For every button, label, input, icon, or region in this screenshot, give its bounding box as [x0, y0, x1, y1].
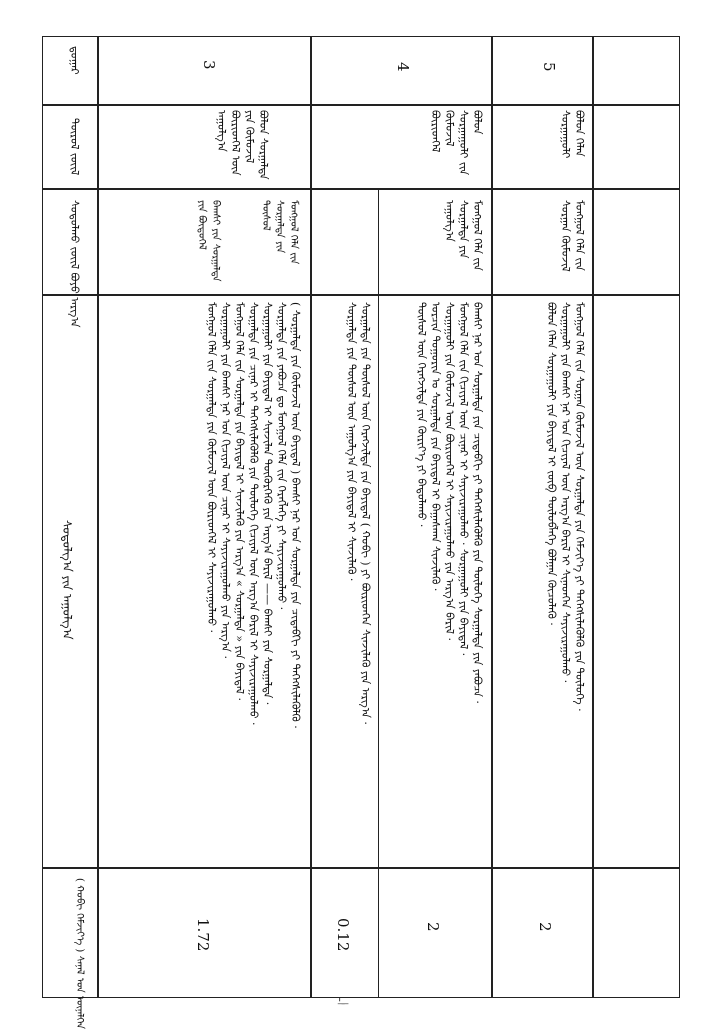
header-content: ᠰᠤᠳᠤᠯᠭ᠎ᠠ ᠶᠢᠨ ᠠᠭᠤᠯᠭ᠎ᠠ — [60, 520, 74, 640]
row4-content-line: ᠮᠣᠩᠭᠣᠯ ᠬᠡᠯᠡ ᠵᠢᠨ ᠬᠢᠴᠢᠶᠡᠯ ᠦᠨ ᠴᠢᠨᠠᠷ ᠢ ᠰᠠᠶᠢᠵᠢᠷᠠᠭᠤᠯᠬᠤ · ᠰᠤᠷᠭᠠᠭᠤᠯᠢ ᠶᠢᠨ ᠪᠠᠶᠢᠳᠠᠯ · — [457, 302, 470, 657]
row3-content-b-line: ( ᠰᠤᠷᠭᠠᠯᠲᠠ ᠶᠢᠨ ᠬᠦᠮᠦᠵᠢᠯ ᠦᠨ ᠪᠠᠶᠢᠳᠠᠯ ) ᠪᠠᠭᠰᠢ ᠨᠠᠷ ᠤᠨ ᠰᠤᠷᠭᠠᠯᠲᠠ ᠶᠢᠨ ᠴᠢᠳᠠᠪᠬᠢ ᠶᠢ ᠳᠡᠭᠡᠭᠰᠢᠯᠡᠭᠦᠯᠬᠦ · — [289, 302, 302, 729]
row5-index: 5 — [540, 62, 558, 72]
row5-score: 2 — [536, 922, 554, 932]
row4-index: 4 — [394, 62, 412, 72]
col-divider-content — [42, 867, 680, 869]
row3-content-b-line: ᠮᠣᠩᠭᠣᠯ ᠬᠡᠯᠡ ᠵᠢᠨ ᠰᠤᠷᠭᠠᠯᠲᠠ ᠶᠢᠨ ᠪᠠᠶᠢᠳᠠᠯ ᠢ ᠰᠢᠨᠵᠢᠯᠡᠬᠦ ᠶᠢᠨ ᠠᠷᠭ᠎ᠠ « ᠰᠤᠷᠭᠠᠯᠲᠠ » ᠶᠢᠨ ᠪᠠᠶᠢᠳᠠᠯ · — [233, 302, 246, 701]
row-divider-header — [97, 36, 99, 998]
col-divider-index — [42, 104, 680, 106]
row3-content-a — [344, 302, 372, 725]
row-divider-4-5 — [491, 36, 493, 998]
col-divider-type — [42, 188, 680, 190]
row5-content — [544, 302, 586, 712]
row5-content-line: ᠪᠣᠯᠤᠨ ᠬᠡᠯᠡᠨ ᠰᠤᠷᠭᠠᠭᠤᠯᠢ ᠶᠢᠨ ᠪᠠᠶᠢᠳᠠᠯ ᠢ ᠵᠥᠪ ᠲᠥᠯᠥᠪᠯᠡᠭᠡ ᠪᠣᠯᠭᠠᠨ ᠬᠦᠴᠦᠯᠡᠬᠦ · — [545, 302, 558, 626]
row4-subject: ᠮᠣᠩᠭᠣᠯ ᠬᠡᠯᠡ ᠵᠢᠨ ᠰᠤᠷᠭᠠᠯᠲᠠ ᠶᠢᠨ ᠠᠭᠤᠯᠭ᠎ᠠ — [443, 200, 484, 271]
row3-content-b-line: ᠮᠣᠩᠭᠣᠯ ᠬᠡᠯᠡ ᠵᠢᠨ ᠰᠤᠷᠭᠠᠯᠲᠠ ᠶᠢᠨ ᠬᠦᠮᠦᠵᠢᠯ ᠦᠨ ᠪᠦᠷᠢᠳᠬᠡᠯ ᠢ ᠰᠠᠶᠢᠵᠢᠷᠠᠭᠤᠯᠬᠤ · — [205, 302, 218, 633]
row4-type: ᠪᠣᠯᠤᠨ ᠰᠤᠷᠭᠠᠭᠤᠯᠢ ᠵᠢᠨ ᠬᠦᠮᠦᠵᠢᠯ ᠪᠦᠷᠢᠳᠬᠡᠯ — [429, 110, 484, 176]
row3-content-a-line: ᠰᠤᠷᠭᠠᠯᠲᠠ ᠶᠢᠨ ᠲᠥᠰᠥᠯ ᠦᠨ ᠬᠡᠷᠡᠭᠵᠢᠯᠲᠡ ᠶᠢᠨ ᠪᠠᠶᠢᠳᠠᠯ ( ᠬᠤᠪᠢ ) ᠶᠢ ᠪᠦᠷᠢᠳᠬᠡᠨ ᠰᠢᠨᠵᠢᠯᠡᠬᠦ ᠶᠢᠨ ᠠᠷᠭ᠎ᠠ · — [359, 302, 372, 725]
row3-subject-a: ᠮᠣᠩᠭᠣᠯ ᠬᠡᠯᠡ ᠵᠢᠨ ᠰᠤᠷᠭᠠᠯᠲᠠ ᠶᠢᠨ ᠲᠥᠰᠥᠯ — [260, 200, 299, 265]
row4-score: 2 — [424, 922, 442, 932]
header-score: ( ᠬᠤᠪᠢ ᠬᠡᠮᠵᠢᠶ᠎ᠡ ) ᠰᠠᠨᠠᠯ ᠤᠨ ᠦᠨᠡᠯᠭᠡᠨ — [74, 878, 85, 1029]
row3-content-b-line: ᠰᠤᠷᠭᠠᠯᠲᠠ ᠶᠢᠨ ᠴᠢᠨᠠᠷ ᠢ ᠳᠡᠭᠡᠭᠰᠢᠯᠡᠭᠦᠯᠬᠦ ᠶᠢᠨ ᠲᠥᠯᠥᠭᠡ ᠬᠢᠴᠢᠶᠡᠯ ᠦᠨ ᠠᠷᠭ᠎ᠠ ᠪᠠᠷᠢᠯ ᠢ ᠰᠠᠶᠢᠵᠢᠷᠠᠭᠤᠯᠬᠤ · — [247, 302, 260, 726]
row3-content-b — [204, 302, 302, 729]
row4-content-line: ᠪᠠᠭᠰᠢ ᠨᠠᠷ ᠤᠨ ᠰᠤᠷᠭᠠᠯᠲᠠ ᠶᠢᠨ ᠴᠢᠳᠠᠪᠬᠢ ᠶᠢ ᠳᠡᠭᠡᠭᠰᠢᠯᠡᠭᠦᠯᠬᠦ ᠶᠢᠨ ᠲᠥᠯᠥᠭᠡ ᠰᠤᠷᠭᠠᠯᠲᠠ ᠶᠢᠨ ᠶᠠᠪᠤᠴᠠ · — [471, 302, 484, 704]
header-index: ᠳ᠋ᠤᠭᠠᠷ — [68, 46, 81, 75]
row4-content-line: ᠲᠥᠰᠥᠯ ᠦᠨ ᠬᠡᠷᠡᠭᠵᠢᠯᠲᠡ ᠶᠢᠨ ᠬᠦᠷᠢᠶ᠎ᠡ ᠶᠢ ᠪᠠᠲᠤᠯᠠᠬᠤ · — [415, 302, 428, 528]
row3-type: ᠪᠣᠯᠤᠨ ᠰᠤᠷᠭᠠᠯᠲᠠ ᠶᠢᠨ ᠬᠦᠮᠦᠵᠢᠯ ᠪᠦᠷᠢᠳᠬᠡᠯ ᠦᠨ ᠠᠭᠤᠯᠭ᠎ᠠ — [215, 110, 270, 180]
row3-content-b-line: ᠰᠤᠷᠭᠠᠯᠲᠠ ᠶᠢᠨ ᠶᠠᠪᠤᠴᠠ ᠳᠤ ᠮᠣᠩᠭᠣᠯ ᠬᠡᠯᠡ ᠵᠢᠨ ᠬᠡᠷᠡᠭᠯᠡᠭᠡ ᠶᠢ ᠰᠠᠶᠢᠵᠢᠷᠠᠭᠤᠯᠬᠤ · — [275, 302, 288, 611]
header-subject: ᠰᠤᠳᠤᠯᠬᠤ ᠵᠦᠢᠯ ᠪᠤᠶᠤ ᠠᠷᠭ᠎ᠠ — [68, 200, 81, 328]
row-divider-5-end — [592, 36, 594, 998]
row5-content-line: ᠰᠤᠷᠭᠠᠭᠤᠯᠢ ᠶᠢᠨ ᠪᠠᠭᠰᠢ ᠨᠠᠷ ᠤᠨ ᠬᠢᠴᠢᠶᠡᠯ ᠦᠨ ᠠᠷᠭ᠎ᠠ ᠪᠠᠷᠢᠯ ᠢ ᠰᠢᠨᠡᠳᠬᠡᠨ ᠰᠠᠶᠢᠵᠢᠷᠠᠭᠤᠯᠬᠤ · — [559, 302, 572, 684]
row3-content-b-line: ᠰᠤᠷᠭᠠᠭᠤᠯᠢ ᠶᠢᠨ ᠪᠠᠶᠢᠳᠠᠯ ᠢ ᠰᠢᠨᠵᠢᠯᠡᠨ ᠳᠦᠭᠦᠷᠭᠡᠬᠦ ᠶᠢᠨ ᠠᠷᠭ᠎ᠠ ᠪᠠᠷᠢᠯ —— ᠪᠠᠭᠰᠢ ᠶᠢᠨ ᠰᠤᠷᠭᠠᠯᠲᠠ · — [261, 302, 274, 706]
row-divider-3-4 — [310, 36, 312, 998]
row3-index: 3 — [200, 60, 218, 70]
row3-subject-b: ᠪᠠᠭᠰᠢ ᠶᠢᠨ ᠰᠤᠷᠭᠠᠯᠲᠠ ᠶᠢᠨ ᠪᠦᠲᠦᠭᠡᠯ — [196, 200, 221, 282]
row5-type: ᠪᠣᠯᠤᠨ ᠬᠡᠯᠡᠨ ᠰᠤᠷᠭᠠᠭᠤᠯᠢ — [559, 110, 586, 159]
row5-subject: ᠮᠣᠩᠭᠣᠯ ᠬᠡᠯᠡ ᠵᠢᠨ ᠰᠤᠷᠭᠠᠨ ᠬᠦᠮᠦᠵᠢᠯ — [559, 200, 586, 272]
row3-score-b: 1.72 — [194, 918, 212, 952]
row3-score-a: 0.12 — [334, 918, 352, 952]
col-divider-subject — [42, 294, 680, 296]
row3-content-a-line: ᠰᠤᠷᠭᠠᠯᠲᠠ ᠶᠢᠨ ᠲᠥᠰᠥᠯ ᠦᠨ ᠠᠭᠤᠯᠭ᠎ᠠ ᠶᠢᠨ ᠪᠠᠶᠢᠳᠠᠯ ᠢ ᠰᠢᠨᠵᠢᠯᠡᠬᠦ · — [345, 302, 358, 582]
row5-content-line: ᠮᠣᠩᠭᠣᠯ ᠬᠡᠯᠡ ᠵᠢᠨ ᠰᠤᠷᠭᠠᠨ ᠬᠦᠮᠦᠵᠢᠯ ᠦᠨ ᠰᠤᠷᠭᠠᠯᠲᠠ ᠶᠢᠨ ᠬᠡᠮᠵᠢᠶ᠎ᠡ ᠶᠢ ᠳᠡᠭᠡᠭᠰᠢᠯᠡᠭᠦᠯᠬᠦ ᠶᠢᠨ ᠲᠥᠯᠥᠭᠡ · — [573, 302, 586, 712]
row3-inner-divider — [378, 188, 379, 998]
header-type: ᠲᠥᠷᠥᠯ ᠵᠦᠢᠯ — [68, 118, 81, 176]
row4-content-line: ᠰᠤᠷᠭᠠᠭᠤᠯᠢ ᠶᠢᠨ ᠬᠦᠮᠦᠵᠢᠯ ᠦᠨ ᠪᠦᠷᠢᠳᠬᠡᠯ ᠢ ᠰᠠᠶᠢᠵᠢᠷᠠᠭᠤᠯᠬᠤ ᠶᠢᠨ ᠠᠷᠭ᠎ᠠ ᠪᠠᠷᠢᠯ · — [443, 302, 456, 641]
page-marks: ' ̶ ̶ — [338, 996, 349, 1010]
row4-content — [414, 302, 484, 704]
row3-content-b-line: ᠰᠤᠷᠭᠠᠭᠤᠯᠢ ᠶᠢᠨ ᠪᠠᠭᠰᠢ ᠨᠠᠷ ᠤᠨ ᠬᠢᠴᠢᠶᠡᠯ ᠦᠨ ᠴᠢᠨᠠᠷ ᠢ ᠰᠠᠶᠢᠵᠢᠷᠠᠭᠤᠯᠬᠤ ᠶᠢᠨ ᠠᠷᠭ᠎ᠠ · — [219, 302, 232, 659]
row4-content-line: ᠣᠷᠴᠢᠨ ᠲᠣᠭᠣᠷᠢᠨ ᠤ ᠰᠤᠷᠭᠠᠯᠲᠠ ᠶᠢᠨ ᠪᠠᠶᠢᠳᠠᠯ ᠢ ᠪᠠᠭᠠᠰᠬᠠᠨ ᠰᠢᠨᠵᠢᠯᠡᠬᠦ · — [429, 302, 442, 592]
